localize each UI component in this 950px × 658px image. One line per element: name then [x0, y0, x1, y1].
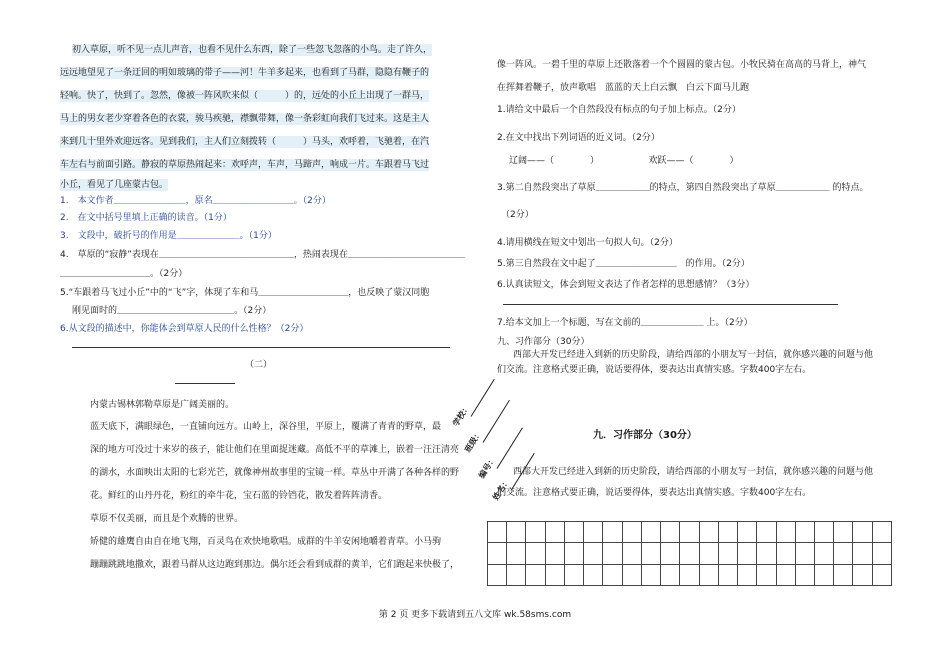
grid-cell[interactable] — [545, 522, 564, 543]
grid-cell[interactable] — [872, 543, 891, 564]
question2-2: 2.在文中找出下列词语的近义词。（2分） — [497, 133, 660, 143]
grid-cell[interactable] — [757, 543, 776, 564]
composition-heading-small: 九、习作部分（30分） — [497, 337, 590, 347]
grid-cell[interactable] — [738, 564, 757, 585]
grid-cell[interactable] — [757, 564, 776, 585]
passage1-line: 马上的男女老少穿着各色的衣裳，骏马疾驰，襟飘带舞，像一条彩虹向我们飞过来。这是主人 — [60, 114, 430, 124]
passage2-line: 草原不仅美丽，而且是个欢腾的世界。 — [90, 514, 244, 524]
grid-cell[interactable] — [699, 543, 718, 564]
grid-cell[interactable] — [834, 564, 853, 585]
composition-prompt-small: 西部大开发已经进入到新的历史阶段，请给西部的小朋友写一封信，就你感兴趣的问题与他 — [513, 350, 874, 360]
grid-cell[interactable] — [526, 564, 545, 585]
passage1-line: 远远地望见了一条迂回的明如玻璃的带子——河！牛羊多起来，也看到了马群，隐隐有鞭子的 — [60, 68, 430, 78]
composition-prompt-small: 们交流。注意格式要正确，说话要得体，要表达出真情实感。字数400字左右。 — [497, 365, 812, 375]
question2-7: 7.给本文加上一个标题，写在文前的＿＿＿＿＿＿＿ 上。（2分） — [497, 318, 753, 328]
question-4: 4. 草原的“寂静”表现在＿＿＿＿＿＿＿＿＿＿＿＿＿＿＿，热闹表现在＿＿＿＿＿＿＿＿＿＿＿＿＿ — [60, 250, 465, 260]
grid-cell[interactable] — [661, 564, 680, 585]
question2-5: 5.第三自然段在文中起了＿＿＿＿＿＿＿＿＿ 的作用。（2分） — [497, 259, 750, 269]
grid-cell[interactable] — [661, 543, 680, 564]
question-3: 3. 文段中，破折号的作用是＿＿＿＿＿＿＿。（1分） — [60, 231, 277, 241]
grid-cell[interactable] — [641, 522, 660, 543]
grid-cell[interactable] — [872, 522, 891, 543]
section-2-label: （二） — [245, 360, 273, 370]
grid-cell[interactable] — [834, 522, 853, 543]
grid-cell[interactable] — [507, 522, 526, 543]
question-1: 1. 本文作者＿＿＿＿＿＿＿＿，原名＿＿＿＿＿＿＿＿＿。（2分） — [60, 196, 331, 206]
question-5-cont: 刚见面时的＿＿＿＿＿＿＿＿＿＿＿＿＿。（2分） — [72, 306, 272, 316]
grid-cell[interactable] — [622, 543, 641, 564]
grid-cell[interactable] — [853, 543, 872, 564]
composition-prompt: 们交流。注意格式要正确，说话要得体，要表达出真情实感。字数400字左右。 — [497, 488, 812, 498]
grid-cell[interactable] — [564, 564, 583, 585]
grid-cell[interactable] — [757, 522, 776, 543]
grid-cell[interactable] — [661, 522, 680, 543]
composition-prompt: 西部大开发已经进入到新的历史阶段，请给西部的小朋友写一封信，就你感兴趣的问题与他 — [513, 467, 874, 477]
grid-cell[interactable] — [526, 543, 545, 564]
grid-cell[interactable] — [603, 564, 622, 585]
grid-cell[interactable] — [718, 543, 737, 564]
grid-cell[interactable] — [507, 564, 526, 585]
binding-label-class: 班级： — [463, 428, 484, 454]
grid-cell[interactable] — [584, 522, 603, 543]
grid-cell[interactable] — [795, 564, 814, 585]
grid-cell[interactable] — [795, 522, 814, 543]
page-footer: 第 2 页 更多下载请到五八文库 wk.58sms.com — [378, 610, 572, 620]
passage1-line: 初入草原，听不见一点儿声音，也看不见什么东西，除了一些忽飞忽落的小鸟。走了许久， — [72, 45, 433, 55]
grid-cell[interactable] — [680, 564, 699, 585]
grid-cell[interactable] — [488, 522, 507, 543]
passage1-line: 来到几十里外欢迎远客。见到我们，主人们立刻拨转（ ）马头，欢呼着，飞驰着，在汽 — [60, 137, 430, 147]
grid-cell[interactable] — [814, 564, 833, 585]
grid-cell[interactable] — [603, 522, 622, 543]
passage1-line: 小丘，看见了几座蒙古包。 — [60, 180, 169, 190]
grid-cell[interactable] — [641, 543, 660, 564]
passage1-line: 轻响。快了，快到了。忽然，像被一阵风吹来似（ ）的，远处的小丘上出现了一群马， — [60, 91, 430, 101]
passage2-line: 内蒙古锡林郭勒草原是广阔美丽的。 — [90, 400, 235, 410]
passage2-line: 蓝天底下，满眼绿色，一直铺向远方。山岭上，深谷里，平原上，覆满了青青的野草，最 — [90, 422, 442, 432]
grid-cell[interactable] — [584, 564, 603, 585]
passage1-line: 车左右与前面引路。静寂的草原热闹起来：欢呼声，车声，马蹄声，响成一片。车跟着马飞过 — [60, 160, 430, 170]
grid-cell[interactable] — [545, 564, 564, 585]
passage2-line: 矫健的雄鹰自由自在地飞翔，百灵鸟在欢快地歌唱。成群的牛羊安闲地嚼着青草。小马驹 — [90, 537, 442, 547]
grid-cell[interactable] — [545, 543, 564, 564]
grid-cell[interactable] — [564, 522, 583, 543]
question-2: 2. 在文中括号里填上正确的读音。（1分） — [60, 213, 232, 223]
answer-line — [72, 347, 450, 348]
grid-cell[interactable] — [834, 543, 853, 564]
grid-cell[interactable] — [738, 543, 757, 564]
grid-cell[interactable] — [853, 522, 872, 543]
passage2-line: 深的地方可没过十来岁的孩子，能让他们在里面捉迷藏。高低不平的草滩上，嵌着一汪汪清亮 — [90, 445, 460, 455]
grid-cell[interactable] — [718, 522, 737, 543]
binding-label-name: 姓名： — [491, 476, 512, 502]
grid-cell[interactable] — [699, 522, 718, 543]
grid-cell[interactable] — [680, 522, 699, 543]
grid-cell[interactable] — [564, 543, 583, 564]
binding-label-number: 编号： — [477, 454, 498, 480]
grid-cell[interactable] — [718, 564, 737, 585]
binding-label-school: 学校： — [451, 402, 472, 428]
passage2-line: 蹦蹦跳跳地撒欢，跟着马群从这边跑到那边。偶尔还会看到成群的黄羊，它们跑起来快极了， — [90, 560, 460, 570]
question2-3-cont: （2分） — [501, 210, 534, 220]
question2-4: 4.请用横线在短文中划出一句拟人句。（2分） — [497, 238, 678, 248]
question-4-cont: ＿＿＿＿＿＿＿＿＿＿。（2分） — [60, 269, 188, 279]
grid-cell[interactable] — [776, 522, 795, 543]
grid-cell[interactable] — [622, 564, 641, 585]
grid-cell[interactable] — [853, 564, 872, 585]
grid-cell[interactable] — [776, 564, 795, 585]
title-blank-line — [175, 383, 235, 384]
question2-3: 3.第二自然段突出了草原＿＿＿＿＿＿的特点，第四自然段突出了草原＿＿＿＿＿＿ 的特点。 — [497, 183, 869, 193]
binding-line — [511, 453, 535, 491]
question2-2-words: 辽阔——（ ） 欢跃——（ ） — [509, 156, 739, 166]
grid-cell[interactable] — [776, 543, 795, 564]
passage2-cont-line: 在挥舞着鞭子，放声歌唱 蓝蓝的天上白云飘 白云下面马儿跑 — [497, 83, 750, 93]
grid-cell[interactable] — [680, 543, 699, 564]
grid-cell[interactable] — [641, 564, 660, 585]
binding-margin — [447, 390, 537, 500]
grid-cell[interactable] — [488, 564, 507, 585]
grid-cell[interactable] — [872, 564, 891, 585]
question2-6: 6.认真读短文，体会到短文表达了作者怎样的思想感情？（3分） — [497, 280, 755, 290]
grid-cell[interactable] — [738, 522, 757, 543]
grid-cell[interactable] — [795, 543, 814, 564]
passage2-line: 花。鲜红的山丹丹花，粉红的牵牛花，宝石蓝的铃铛花，散发着阵阵清香。 — [90, 491, 388, 501]
passage2-line: 的湖水，水面映出太阳的七彩光芒，就像神州故事里的宝镜一样。草丛中开满了各种各样的野 — [90, 468, 460, 478]
grid-cell[interactable] — [814, 522, 833, 543]
grid-cell[interactable] — [699, 564, 718, 585]
grid-cell[interactable] — [488, 543, 507, 564]
grid-cell[interactable] — [526, 522, 545, 543]
grid-cell[interactable] — [507, 543, 526, 564]
question-6: 6.从文段的描述中，你能体会到草原人民的什么性格？（2分） — [60, 324, 309, 334]
binding-line — [471, 379, 495, 417]
question2-1: 1.请给文中最后一个自然段没有标点的句子加上标点。（2分） — [497, 105, 741, 115]
passage2-cont-line: 像一阵风。一碧千里的草原上还散落着一个个圆圆的蒙古包。小牧民骑在高高的马背上，神气 — [497, 60, 867, 70]
binding-line — [497, 428, 523, 469]
grid-cell[interactable] — [622, 522, 641, 543]
question-5: 5.“车跟着马飞过小丘”中的“飞”字，体现了车和马＿＿＿＿＿＿＿＿＿＿，也反映了蒙汉同胞 — [60, 288, 430, 298]
grid-cell[interactable] — [814, 543, 833, 564]
grid-cell[interactable] — [584, 543, 603, 564]
composition-heading: 九．习作部分（30分） — [593, 430, 697, 441]
grid-cell[interactable] — [603, 543, 622, 564]
composition-grid[interactable] — [487, 521, 892, 586]
answer-line — [503, 304, 838, 305]
binding-line — [483, 400, 510, 443]
